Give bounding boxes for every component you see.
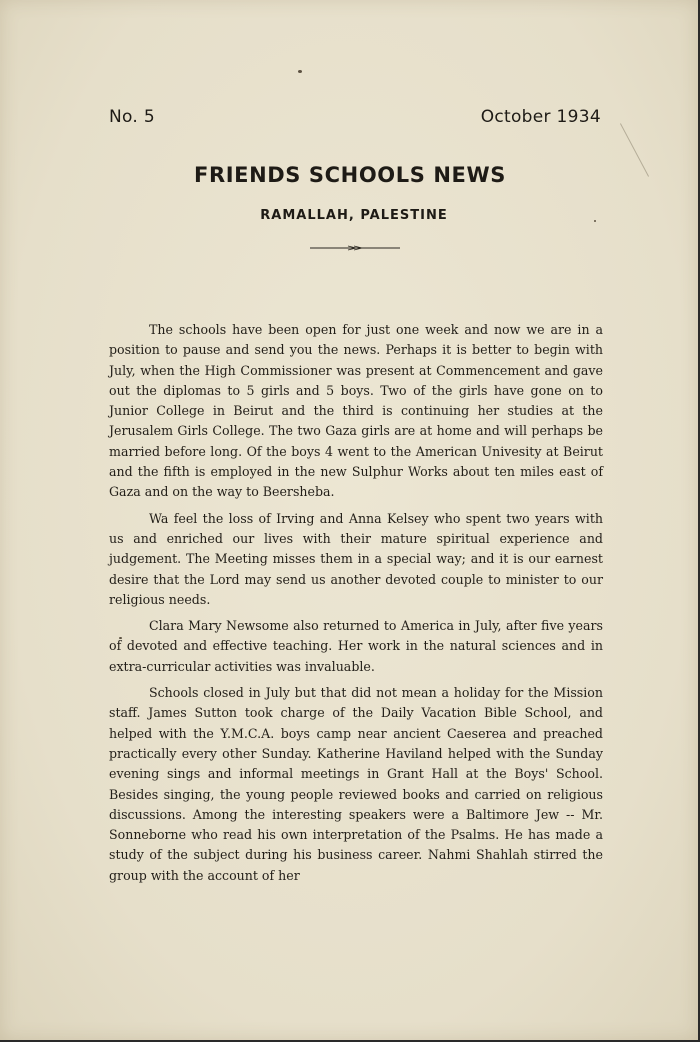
issue-number: No. 5 (109, 107, 155, 127)
article-paragraph: Schools closed in July but that did not mean a holiday for the Mission staff. James Sutton took charge of the Daily Vacation Bible School, and helped with the Y.M.C.A. boys camp near ancient Caeserea and preached practically every other Sunday. Katherine Haviland helped with the Sunday evening sings and informal meetings in Grant Hall at the Boys' School. Besides singing, the young people reviewed books and carried on religious discussions. Among the interesting speakers were a Baltimore Jew -- Mr. Sonneborne who read his own interpretation of the Psalms. He has made a study of the subject during his business career. Nahmi Shahlah stirred the group with the account of her (109, 685, 603, 883)
issue-date: October 1934 (480, 107, 601, 127)
ornamental-divider (310, 243, 400, 253)
article-paragraph: Wa feel the loss of Irving and Anna Kelsey who spent two years with us and enriched our lives with their mature spiritual experience and judgement. The Meeting misses them in a special way; and it is our earnest desire that the Lord may send us another devoted couple to minister to our religious needs. (109, 510, 603, 607)
article-body (109, 320, 603, 892)
newsletter-location: RAMALLAH, PALESTINE (260, 208, 448, 223)
paper-speck (298, 70, 302, 73)
article-paragraph: Clara Mary Newsome also returned to America in July, after five years of devoted and effective teaching. Her work in the natural sciences and in extra-curricular activities was invaluable. (109, 618, 603, 674)
newsletter-title: FRIENDS SCHOOLS NEWS (194, 163, 506, 187)
article-paragraph: The schools have been open for just one week and now we are in a position to pause and send you the news. Perhaps it is better to begin with July, when the High Commissioner was present at Commencement and gave out the diplomas to 5 girls and 5 boys. Two of the girls have gone on to Junior College in Beirut and the third is continuing her studies at the Jerusalem Girls College. The two Gaza girls are at home and will perhaps be married before long. Of the boys 4 went to the American Univesity at Beirut and the fifth is employed in the new Sulphur Works about ten miles east of Gaza and on the way to Beersheba. (109, 322, 603, 500)
